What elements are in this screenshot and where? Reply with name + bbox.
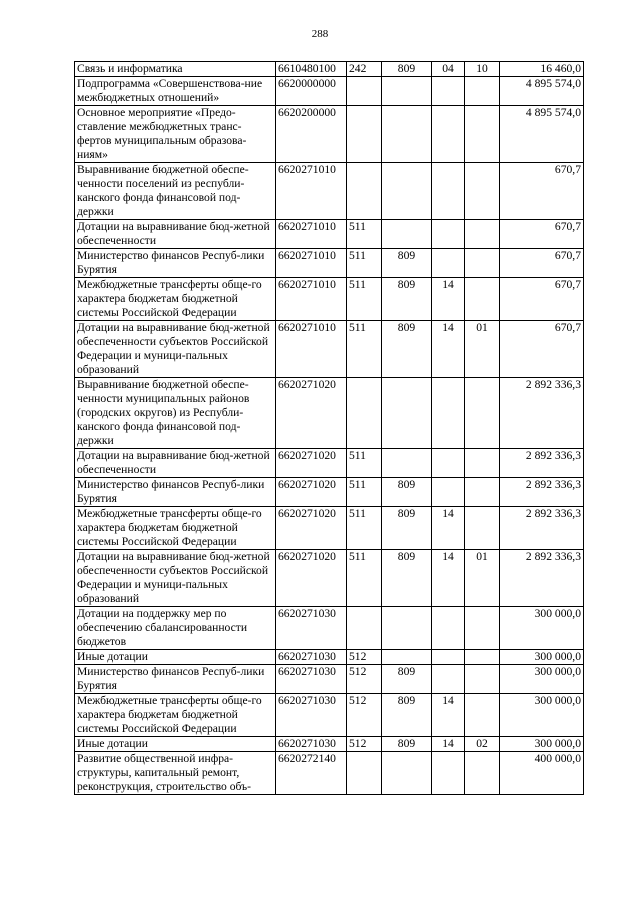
row-expense-type [347, 77, 382, 106]
row-section: 14 [432, 737, 465, 752]
row-section: 14 [432, 507, 465, 550]
row-expense-type: 511 [347, 507, 382, 550]
table-row [75, 550, 584, 607]
row-section [432, 163, 465, 220]
row-subsection [465, 507, 500, 550]
row-expense-type: 511 [347, 220, 382, 249]
row-name: Дотации на выравнивание бюд-жетной обеспеченности [75, 449, 276, 478]
table-row [75, 694, 584, 737]
table-row [75, 220, 584, 249]
table-row [75, 77, 584, 106]
row-target-code: 6620272140 [276, 752, 347, 795]
row-target-code: 6620271010 [276, 321, 347, 378]
row-target-code: 6620271010 [276, 163, 347, 220]
row-subsection [465, 665, 500, 694]
table-row [75, 163, 584, 220]
row-ministry-code: 809 [382, 321, 432, 378]
row-ministry-code: 809 [382, 550, 432, 607]
row-amount: 300 000,0 [500, 737, 584, 752]
row-target-code: 6620271010 [276, 249, 347, 278]
row-section [432, 106, 465, 163]
table-row [75, 378, 584, 449]
row-name: Иные дотации [75, 650, 276, 665]
row-target-code: 6610480100 [276, 62, 347, 77]
row-amount: 670,7 [500, 278, 584, 321]
row-subsection [465, 278, 500, 321]
row-amount: 2 892 336,3 [500, 478, 584, 507]
row-target-code: 6620271020 [276, 449, 347, 478]
row-target-code: 6620000000 [276, 77, 347, 106]
row-subsection [465, 163, 500, 220]
row-section [432, 449, 465, 478]
row-name: Министерство финансов Респуб-лики Бурятия [75, 478, 276, 507]
row-section [432, 665, 465, 694]
row-section [432, 607, 465, 650]
row-ministry-code: 809 [382, 249, 432, 278]
table-row [75, 737, 584, 752]
row-subsection: 10 [465, 62, 500, 77]
row-subsection [465, 220, 500, 249]
row-expense-type [347, 106, 382, 163]
row-expense-type [347, 378, 382, 449]
row-amount: 300 000,0 [500, 650, 584, 665]
row-amount: 400 000,0 [500, 752, 584, 795]
row-target-code: 6620271020 [276, 550, 347, 607]
row-expense-type [347, 607, 382, 650]
row-name: Дотации на выравнивание бюд-жетной обеспеченности [75, 220, 276, 249]
row-target-code: 6620271030 [276, 607, 347, 650]
table-row [75, 650, 584, 665]
row-target-code: 6620200000 [276, 106, 347, 163]
table-row [75, 507, 584, 550]
row-subsection [465, 694, 500, 737]
row-amount: 300 000,0 [500, 607, 584, 650]
table-row [75, 449, 584, 478]
row-name: Дотации на выравнивание бюд-жетной обеспеченности субъектов Российской Федерации и муници-пальных образований [75, 550, 276, 607]
row-expense-type: 512 [347, 737, 382, 752]
row-ministry-code [382, 650, 432, 665]
table-row [75, 478, 584, 507]
row-subsection: 01 [465, 321, 500, 378]
row-expense-type: 242 [347, 62, 382, 77]
row-ministry-code: 809 [382, 694, 432, 737]
row-subsection [465, 752, 500, 795]
row-ministry-code: 809 [382, 278, 432, 321]
row-section [432, 378, 465, 449]
row-amount: 4 895 574,0 [500, 77, 584, 106]
row-amount: 2 892 336,3 [500, 378, 584, 449]
row-ministry-code [382, 77, 432, 106]
row-ministry-code [382, 106, 432, 163]
row-section: 04 [432, 62, 465, 77]
table-row [75, 249, 584, 278]
table-row [75, 321, 584, 378]
row-ministry-code: 809 [382, 737, 432, 752]
row-section [432, 220, 465, 249]
row-expense-type [347, 752, 382, 795]
row-amount: 300 000,0 [500, 665, 584, 694]
table-row [75, 278, 584, 321]
row-expense-type: 511 [347, 249, 382, 278]
budget-table [74, 61, 584, 795]
row-target-code: 6620271030 [276, 737, 347, 752]
row-section [432, 650, 465, 665]
table-row [75, 106, 584, 163]
row-section [432, 478, 465, 507]
row-subsection [465, 449, 500, 478]
row-target-code: 6620271030 [276, 650, 347, 665]
budget-table-body [75, 62, 584, 795]
row-expense-type: 511 [347, 449, 382, 478]
row-expense-type: 511 [347, 321, 382, 378]
row-subsection [465, 249, 500, 278]
page-number: 288 [311, 28, 329, 40]
row-amount: 16 460,0 [500, 62, 584, 77]
row-subsection [465, 106, 500, 163]
row-subsection: 01 [465, 550, 500, 607]
row-expense-type: 512 [347, 650, 382, 665]
row-section: 14 [432, 694, 465, 737]
row-target-code: 6620271010 [276, 278, 347, 321]
row-amount: 670,7 [500, 220, 584, 249]
row-amount: 670,7 [500, 249, 584, 278]
row-amount: 2 892 336,3 [500, 507, 584, 550]
row-ministry-code [382, 163, 432, 220]
row-name: Министерство финансов Респуб-лики Бурятия [75, 665, 276, 694]
row-amount: 670,7 [500, 163, 584, 220]
row-target-code: 6620271020 [276, 378, 347, 449]
table-row [75, 62, 584, 77]
row-ministry-code: 809 [382, 665, 432, 694]
row-ministry-code [382, 752, 432, 795]
row-target-code: 6620271020 [276, 478, 347, 507]
row-name: Межбюджетные трансферты обще-го характера бюджетам бюджетной системы Российской Федерации [75, 278, 276, 321]
row-section [432, 249, 465, 278]
row-name: Связь и информатика [75, 62, 276, 77]
row-expense-type: 512 [347, 665, 382, 694]
row-name: Министерство финансов Респуб-лики Бурятия [75, 249, 276, 278]
row-expense-type [347, 163, 382, 220]
row-ministry-code: 809 [382, 62, 432, 77]
row-amount: 2 892 336,3 [500, 449, 584, 478]
row-name: Развитие общественной инфра-структуры, капитальный ремонт, реконструкция, строительство объ- [75, 752, 276, 795]
row-name: Выравнивание бюджетной обеспе-ченности муниципальных районов (городских округов) из Республи-канского фонда финансовой под-держки [75, 378, 276, 449]
row-name: Дотации на выравнивание бюд-жетной обеспеченности субъектов Российской Федерации и муници-пальных образований [75, 321, 276, 378]
row-expense-type: 511 [347, 278, 382, 321]
row-amount: 2 892 336,3 [500, 550, 584, 607]
row-ministry-code: 809 [382, 507, 432, 550]
row-ministry-code [382, 220, 432, 249]
row-ministry-code: 809 [382, 478, 432, 507]
row-name: Подпрограмма «Совершенствова-ние межбюджетных отношений» [75, 77, 276, 106]
row-target-code: 6620271020 [276, 507, 347, 550]
row-expense-type: 512 [347, 694, 382, 737]
table-row [75, 665, 584, 694]
row-amount: 4 895 574,0 [500, 106, 584, 163]
row-target-code: 6620271010 [276, 220, 347, 249]
row-subsection [465, 378, 500, 449]
row-subsection [465, 478, 500, 507]
row-expense-type: 511 [347, 550, 382, 607]
row-name: Основное мероприятие «Предо-ставление межбюджетных транс-фертов муниципальным образова-ниям» [75, 106, 276, 163]
row-name: Межбюджетные трансферты обще-го характера бюджетам бюджетной системы Российской Федерации [75, 694, 276, 737]
row-expense-type: 511 [347, 478, 382, 507]
row-section [432, 77, 465, 106]
row-subsection [465, 77, 500, 106]
row-section [432, 752, 465, 795]
row-amount: 670,7 [500, 321, 584, 378]
row-ministry-code [382, 449, 432, 478]
row-target-code: 6620271030 [276, 694, 347, 737]
row-ministry-code [382, 378, 432, 449]
row-section: 14 [432, 550, 465, 607]
row-name: Иные дотации [75, 737, 276, 752]
row-subsection [465, 650, 500, 665]
table-row [75, 752, 584, 795]
row-name: Дотации на поддержку мер по обеспечению сбалансированности бюджетов [75, 607, 276, 650]
row-section: 14 [432, 278, 465, 321]
row-name: Межбюджетные трансферты обще-го характера бюджетам бюджетной системы Российской Федерации [75, 507, 276, 550]
row-subsection [465, 607, 500, 650]
row-target-code: 6620271030 [276, 665, 347, 694]
table-row [75, 607, 584, 650]
row-amount: 300 000,0 [500, 694, 584, 737]
row-section: 14 [432, 321, 465, 378]
row-name: Выравнивание бюджетной обеспе-ченности поселений из республи-канского фонда финансовой под-держки [75, 163, 276, 220]
row-ministry-code [382, 607, 432, 650]
row-subsection: 02 [465, 737, 500, 752]
